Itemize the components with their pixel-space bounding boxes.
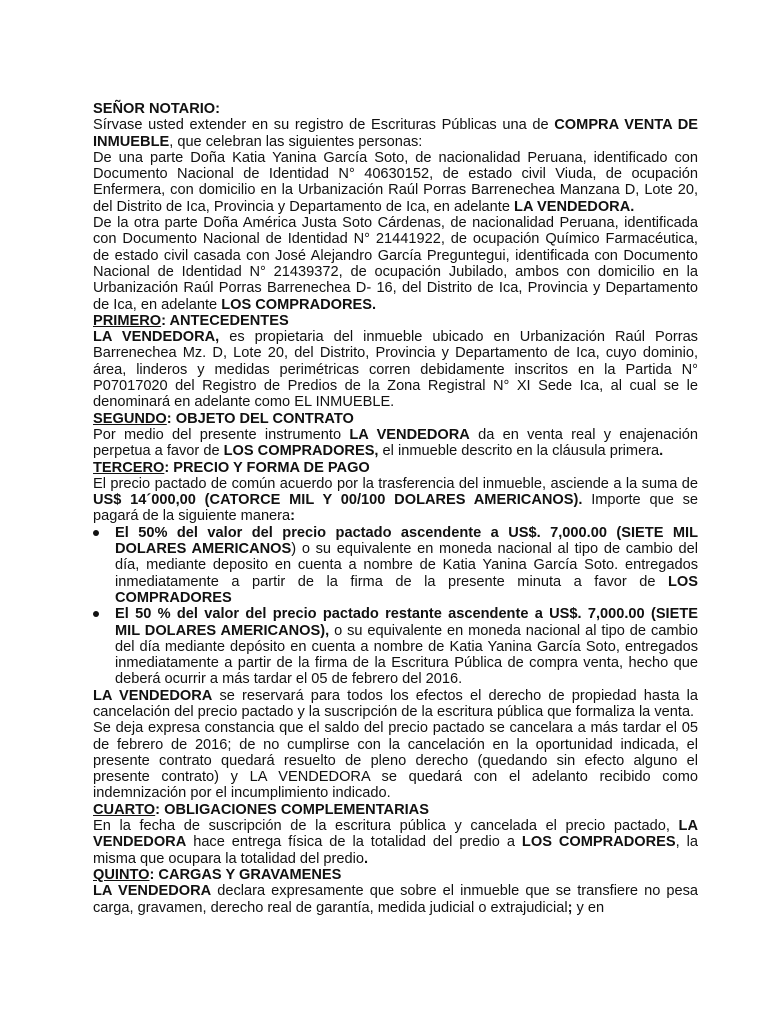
intro-paragraph: Sírvase usted extender en su registro de Escrituras Públicas una de COMPRA VENTA DE INMUEBLE, que celebran las siguientes personas: — [93, 117, 698, 150]
clause-second-heading: SEGUNDO: OBJETO DEL CONTRATO — [93, 410, 354, 427]
clause-third-body: El precio pactado de común acuerdo por la trasferencia del inmueble, asciende a la suma de US$ 14´000,00 (CATORCE MIL Y 00/100 DOLARES AMERICANOS). Importe que se pagará de la siguiente manera: — [93, 475, 699, 525]
seller-paragraph: De una parte Doña Katia Yanina García Soto, de nacionalidad Peruana, identificado con Documento Nacional de Identidad N° 40630152, de estado civil Viuda, de ocupación Enfermera, con domicilio en la Urbanización Raúl Porras Barrenechea Manzana D, Lote 20, del Distrito de Ica, Provincia y Departamento de Ica, en adelante LA VENDEDORA. — [93, 149, 698, 215]
clause-first-heading: PRIMERO: ANTECEDENTES — [93, 312, 289, 329]
clause-second-body: Por medio del presente instrumento LA VENDEDORA da en venta real y enajenación perpetua a favor de LOS COMPRADORES, el inmueble descrito en la cláusula primera. — [93, 426, 699, 460]
clause-fourth-body: En la fecha de suscripción de la escritura pública y cancelada el precio pactado, LA VENDEDORA hace entrega física de la totalidad del predio a LOS COMPRADORES, la misma que ocupara la totalidad del predio. — [93, 818, 699, 867]
clause-third-heading: TERCERO: PRECIO Y FORMA DE PAGO — [93, 459, 370, 476]
clause-first-body: LA VENDEDORA, es propietaria del inmueble ubicado en Urbanización Raúl Porras Barrenechea Mz. D, Lote 20, del Distrito, Provincia y Departamento de Ica, cuyo dominio, área, linderos y medidas perimétricas corren debidamente inscritos en la Partida N° P07017020 del Registro de Predios de la Zona Registral N° XI Sede Ica, al cual se le denominará en adelante como EL INMUEBLE. — [93, 329, 698, 411]
price-amount: US$ 14´000,00 (CATORCE MIL Y 00/100 DOLARES AMERICANOS). — [93, 492, 583, 509]
seller-role: LA VENDEDORA. — [514, 198, 635, 215]
reservation-paragraph: LA VENDEDORA se reservará para todos los efectos el derecho de propiedad hasta la cancelación del precio pactado y la suscripción de la escritura pública que formaliza la venta. — [93, 687, 698, 720]
clause-ordinal: CUARTO — [93, 801, 156, 818]
cancellation-note: Se deja expresa constancia que el saldo del precio pactado se cancelara a más tardar el 05 de febrero de 2016; de no cumplirse con la cancelación en la oportunidad indicada, el presente contrato quedará resuelto de pleno derecho (quedando sin efecto alguno el presente contrato) y LA VENDEDORA se quedará con el adelanto recibido como indemnización por el incumplimiento indicado. — [93, 720, 698, 802]
payment-item: El 50 % del valor del precio pactado restante ascendente a US$. 7,000.00 (SIETE MIL DOLARES AMERICANOS), o su equivalente en moneda nacional al tipo de cambio del día mediante depósito en cuenta a nombre de Katia Yanina García Soto, entregados inmediatamente a partir de la firma de la Escritura Pública de compra venta, hecho que deberá ocurrir a más tardar el 05 de febrero del 2016. — [93, 606, 698, 687]
bullet-icon — [93, 530, 99, 536]
clause-ordinal: QUINTO — [93, 866, 150, 883]
clause-fifth-heading: QUINTO: CARGAS Y GRAVAMENES — [93, 866, 342, 883]
clause-ordinal: SEGUNDO — [93, 410, 167, 427]
clause-fifth-body: LA VENDEDORA declara expresamente que sobre el inmueble que se transfiere no pesa carga, gravamen, derecho real de garantía, medida judicial o extrajudicial; y en — [93, 883, 699, 916]
clause-fourth-heading: CUARTO: OBLIGACIONES COMPLEMENTARIAS — [93, 801, 429, 818]
buyers-role: LOS COMPRADORES. — [221, 296, 377, 313]
clause-ordinal: TERCERO — [93, 459, 165, 476]
buyers-paragraph: De la otra parte Doña América Justa Soto Cárdenas, de nacionalidad Peruana, identificada con Documento Nacional de Identidad N° 21441922, de ocupación Químico Farmacéutica, de estado civil casada con José Alejandro García Preguntegui, identificada con Documento Nacional de Identidad N° 21439372, de ocupación Jubilado, ambos con domicilio en la Urbanización Raúl Porras Barrenechea D- 16, del Distrito de Ica, Provincia y Departamento de Ica, en adelante LOS COMPRADORES. — [93, 215, 698, 313]
clause-ordinal: PRIMERO — [93, 312, 162, 329]
payment-item: El 50% del valor del precio pactado ascendente a US$. 7,000.00 (SIETE MIL DOLARES AMERICANOS) o su equivalente en moneda nacional al tipo de cambio del día, mediante deposito en cuenta a nombre de Katia Yanina García Soto. entregados inmediatamente a partir de la firma de la presente minuta a favor de LOS COMPRADORES — [93, 525, 698, 606]
contract-type: COMPRA VENTA DE INMUEBLE — [93, 117, 698, 150]
document-heading: SEÑOR NOTARIO: — [93, 101, 221, 117]
payment-list — [93, 525, 698, 688]
bullet-icon — [93, 611, 99, 617]
